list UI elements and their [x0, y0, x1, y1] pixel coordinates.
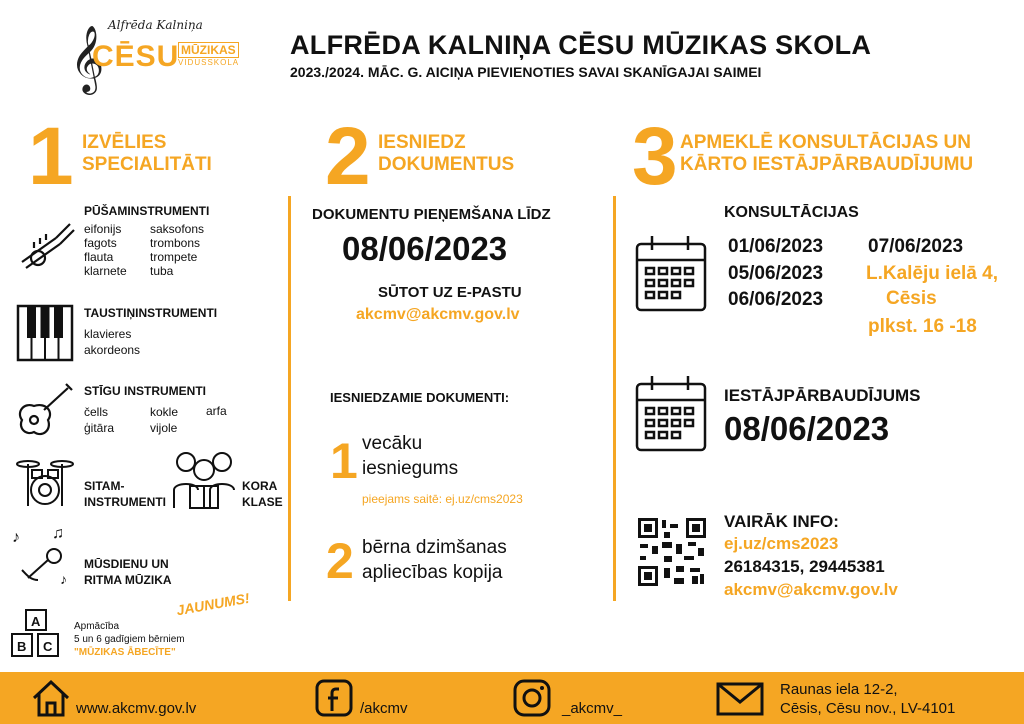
calendar-icon — [634, 372, 710, 454]
wind-list-1: eifonijs fagots flauta klarnete — [84, 222, 127, 278]
step1-heading: IZVĒLIES SPECIALITĀTI — [82, 132, 212, 175]
step2-heading: IESNIEDZ DOKUMENTUS — [378, 132, 515, 175]
guitar-icon — [14, 382, 76, 438]
doc1-number: 1 — [330, 433, 358, 489]
drum-kit-icon — [14, 456, 76, 508]
wind-title: PŪŠAMINSTRUMENTI — [84, 204, 210, 218]
microphone-icon — [12, 524, 76, 588]
facebook-icon — [314, 678, 354, 718]
info-email[interactable]: akcmv@akcmv.gov.lv — [724, 580, 898, 599]
svg-text:♪: ♪ — [12, 529, 20, 546]
deadline-label: DOKUMENTU PIEŅEMŠANA LĪDZ — [312, 206, 551, 223]
exam-date: 08/06/2023 — [724, 410, 890, 447]
svg-text:B: B — [17, 639, 27, 654]
send-label: SŪTOT UZ E-PASTU — [378, 284, 522, 301]
piano-keys-icon — [16, 304, 74, 362]
new-badge: JAUNUMS! — [175, 589, 251, 619]
calendar-icon — [634, 232, 710, 314]
footer-instagram[interactable]: _akcmv_ — [562, 700, 623, 717]
info-phones: 26184315, 29445381 — [724, 557, 885, 576]
svg-text:♫: ♫ — [52, 525, 64, 542]
logo-vidusskola: VIDUSSKOLA — [178, 58, 240, 67]
submission-email-link[interactable]: akcmv@akcmv.gov.lv — [356, 306, 520, 323]
step3-heading: APMEKLĒ KONSULTĀCIJAS UN KĀRTO IESTĀJPĀRBAUDĪJUMU — [680, 132, 974, 175]
column-divider — [613, 196, 616, 601]
wind-list-2: saksofons trombons trompete tuba — [150, 222, 205, 278]
qr-code-icon — [636, 516, 708, 588]
school-logo — [70, 18, 240, 92]
info-link[interactable]: ej.uz/cms2023 — [724, 534, 839, 553]
consultation-time: plkst. 16 -18 — [868, 316, 977, 337]
strings-list-1: čells ģitāra — [84, 405, 115, 435]
step3-number: 3 — [632, 111, 678, 202]
consultation-date-4: 07/06/2023 — [868, 236, 964, 257]
footer-facebook[interactable]: /akcmv — [360, 700, 408, 717]
info-title: VAIRĀK INFO: — [724, 512, 839, 531]
column-divider — [288, 196, 291, 601]
svg-text:♪: ♪ — [60, 571, 67, 587]
exam-title: IESTĀJPĀRBAUDĪJUMS — [724, 386, 921, 405]
abc-text: Apmācība 5 un 6 gadīgiem bērniem "MŪZIKAS ĀBECĪTE" — [74, 621, 185, 658]
consultation-dates: 01/06/2023 05/06/2023 06/06/2023 — [728, 236, 824, 311]
docs-title: IESNIEDZAMIE DOKUMENTI: — [330, 390, 510, 405]
page-subtitle: 2023./2024. MĀC. G. AICIŅA PIEVIENOTIES SAVAI SKANĪGAJAI SAIMEI — [290, 64, 762, 80]
instagram-icon — [512, 678, 552, 718]
logo-cesu: CĒSU — [92, 40, 180, 73]
deadline-date: 08/06/2023 — [342, 230, 508, 267]
keys-title: TAUSTIŅINSTRUMENTI — [84, 306, 218, 320]
svg-text:C: C — [43, 639, 53, 654]
svg-text:A: A — [31, 614, 41, 629]
choir-label: KORA KLASE — [242, 479, 283, 509]
choir-icon — [170, 448, 238, 512]
logo-muzikas: MŪZIKAS — [178, 42, 239, 58]
step2-number: 2 — [325, 111, 371, 202]
consultations-title: KONSULTĀCIJAS — [724, 204, 859, 221]
home-icon — [30, 678, 72, 718]
footer-website[interactable]: www.akcmv.gov.lv — [76, 700, 197, 717]
page-title: ALFRĒDA KALNIŅA CĒSU MŪZIKAS SKOLA — [290, 30, 872, 60]
trumpet-icon — [16, 218, 76, 278]
doc1-text: vecāku iesniegums — [362, 433, 459, 479]
logo-script: Alfrēda Kalniņa — [108, 18, 203, 32]
doc2-text: bērna dzimšanas apliecības kopija — [362, 537, 507, 583]
keys-list: klavieres akordeons — [84, 327, 141, 357]
consultation-location: L.Kalēju ielā 4, Cēsis — [866, 263, 998, 309]
strings-title: STĪGU INSTRUMENTI — [84, 384, 206, 398]
treble-clef-icon: 𝄞 — [70, 24, 105, 92]
abc-blocks-icon — [8, 606, 68, 662]
percussion-label: SITAM- INSTRUMENTI — [84, 479, 166, 509]
modern-label: MŪSDIENU UN RITMA MŪZIKA — [84, 557, 172, 587]
footer-bar — [0, 672, 1024, 724]
footer-address: Raunas iela 12-2, Cēsis, Cēsu nov., LV-4101 — [780, 681, 956, 717]
doc2-number: 2 — [326, 533, 354, 589]
doc1-link[interactable]: pieejams saitē: ej.uz/cms2023 — [362, 492, 523, 506]
strings-list-2: kokle vijole — [150, 405, 179, 435]
strings-list-3: arfa — [206, 404, 227, 418]
envelope-icon — [716, 682, 764, 716]
step1-number: 1 — [28, 111, 74, 202]
